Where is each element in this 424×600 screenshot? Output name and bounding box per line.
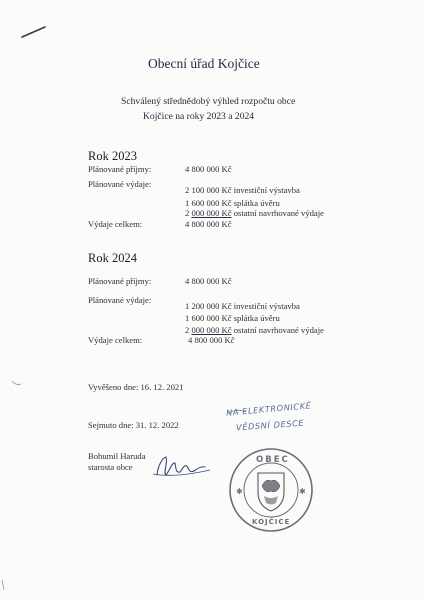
handwritten-note-line-2: VĚDSNÍ DESCE [235, 417, 305, 433]
removed-date: Sejmuto dne: 31. 12. 2022 [88, 420, 179, 430]
expense-amount-plain: 2 [185, 325, 192, 335]
expense-amount-underlined: 000 000 Kč [191, 325, 232, 335]
svg-text:✱: ✱ [299, 487, 306, 496]
stamp-bottom-text: KOJČICE [252, 518, 291, 526]
expense-amount-plain: 2 [185, 208, 192, 218]
subtitle-line-1: Schválený střednědobý výhled rozpočtu obce [121, 96, 296, 107]
expense-amount: 1 600 000 Kč [185, 198, 232, 208]
handwritten-note-line-1: NA ELEKTRONICKÉ [225, 400, 312, 418]
posted-date: Vyvěšeno dne: 16. 12. 2021 [88, 382, 184, 392]
year-heading-2024: Rok 2024 [88, 251, 137, 265]
income-label-2024: Plánované příjmy: [88, 276, 152, 286]
expense-label-2024: Plánované výdaje: [88, 295, 152, 305]
total-label-2023: Výdaje celkem: [88, 219, 143, 229]
expense-desc: ostatní navrhované výdaje [233, 208, 324, 218]
expense-amount-underlined: 000 000 Kč [191, 208, 232, 218]
page-title: Obecní úřad Kojčice [148, 56, 260, 71]
stamp-top-text: OBEC [256, 455, 290, 465]
expense-amount: 1 200 000 Kč [185, 301, 232, 311]
total-label-2024: Výdaje celkem: [88, 335, 143, 345]
total-value-2024: 4 800 000 Kč [188, 335, 235, 345]
total-value-2023: 4 800 000 Kč [185, 219, 232, 229]
signatory-role: starosta obce [88, 462, 133, 472]
subtitle-line-2: Kojčice na roky 2023 a 2024 [143, 111, 255, 122]
income-value-2023: 4 800 000 Kč [185, 164, 232, 174]
expense-amount: 1 600 000 Kč [185, 313, 232, 323]
expense-desc: investiční výstavba [233, 185, 300, 195]
expense-desc: ostatní navrhované výdaje [233, 325, 324, 335]
income-value-2024: 4 800 000 Kč [185, 276, 232, 286]
income-label-2023: Plánované příjmy: [88, 164, 152, 174]
expense-desc: splátka úvěru [233, 313, 280, 323]
expense-desc: splátka úvěru [233, 198, 280, 208]
expense-label-2023: Plánované výdaje: [88, 179, 152, 189]
svg-text:✱: ✱ [236, 487, 243, 496]
signatory-name: Bohumil Haruda [88, 451, 146, 461]
year-heading-2023: Rok 2023 [88, 149, 137, 163]
expense-desc: investiční výstavba [233, 301, 300, 311]
expense-amount: 2 100 000 Kč [185, 185, 232, 195]
